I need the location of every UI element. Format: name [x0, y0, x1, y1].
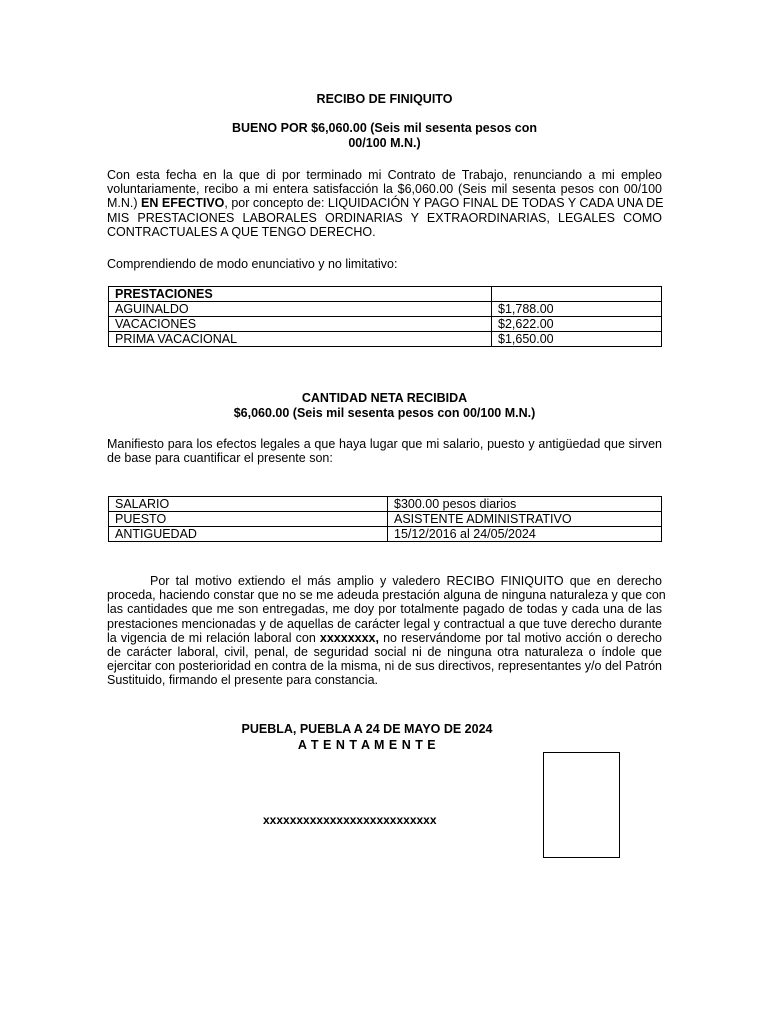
cuerpo-line-5 — [107, 631, 662, 645]
dato-value: ASISTENTE ADMINISTRATIVO — [388, 512, 662, 527]
intro-line-3-b: , por concepto de: LIQUIDACIÓN Y PAGO FINAL DE TODAS Y CADA UNA DE — [224, 196, 664, 211]
cuerpo-line-1: Por tal motivo extiendo el más amplio y valedero RECIBO FINIQUITO que en derecho — [150, 574, 662, 588]
cuerpo-line-7: ejercitar con posterioridad en contra de la misma, ni de sus directivos, representantes y/o del Patrón — [107, 659, 662, 674]
dato-label: SALARIO — [109, 497, 388, 512]
intro-paragraph — [107, 168, 662, 239]
table-row — [109, 287, 662, 302]
prestacion-label: VACACIONES — [109, 317, 492, 332]
table-row — [109, 332, 662, 347]
patron-placeholder: xxxxxxxx, — [319, 630, 379, 645]
prestacion-label: AGUINALDO — [109, 302, 492, 317]
cuerpo-line-2: proceda, haciendo constar que no se me adeuda prestación alguna de ninguna naturaleza y que con — [107, 588, 666, 603]
bueno-por — [107, 121, 662, 151]
comprendiendo-text: Comprendiendo de modo enunciativo y no limitativo: — [107, 257, 398, 271]
photo-box — [543, 752, 620, 858]
cuerpo-paragraph — [107, 574, 666, 688]
prestaciones-header: PRESTACIONES — [109, 287, 492, 302]
intro-line-3-a: M.N.) — [107, 196, 138, 211]
dato-label: PUESTO — [109, 512, 388, 527]
neta-amount: $6,060.00 (Seis mil sesenta pesos con 00/100 M.N.) — [233, 406, 536, 420]
cuerpo-line-5-b: no reservándome por tal motivo acción o derecho — [383, 630, 662, 645]
dato-label: ANTIGUEDAD — [109, 527, 388, 542]
cuerpo-line-5-a: la vigencia de mi relación laboral con — [107, 630, 316, 645]
prestaciones-header-blank — [492, 287, 662, 302]
en-efectivo: EN EFECTIVO — [141, 196, 225, 211]
intro-line-3 — [107, 196, 662, 210]
dato-value: $300.00 pesos diarios — [388, 497, 662, 512]
signature-name: xxxxxxxxxxxxxxxxxxxxxxxxxx — [263, 813, 437, 827]
neta-title: CANTIDAD NETA RECIBIDA — [301, 391, 468, 405]
document-title: RECIBO DE FINIQUITO — [316, 92, 453, 106]
intro-line-2: voluntariamente, recibo a mi entera satisfacción la $6,060.00 (Seis mil sesenta pesos con 00/100 — [107, 182, 662, 197]
table-row — [109, 317, 662, 332]
lugar-fecha: PUEBLA, PUEBLA A 24 DE MAYO DE 2024 — [241, 722, 493, 736]
bueno-por-line-1: BUENO POR $6,060.00 (Seis mil sesenta pesos con — [232, 121, 537, 135]
intro-line-5: CONTRACTUALES A QUE TENGO DERECHO. — [107, 224, 376, 239]
manifiesto-line-2: de base para cuantificar el presente son: — [107, 451, 333, 466]
intro-line-1: Con esta fecha en la que di por terminado mi Contrato de Trabajo, renunciando a mi empleo — [107, 168, 662, 182]
cuerpo-line-8: Sustituido, firmando el presente para constancia. — [107, 673, 378, 688]
table-row — [109, 302, 662, 317]
prestacion-amount: $1,650.00 — [492, 332, 662, 347]
atentamente: A T E N T A M E N T E — [297, 738, 437, 752]
cuerpo-line-3: las cantidades que me son entregadas, me doy por totalmente pagado de todas y cada una de las — [107, 602, 662, 617]
prestaciones-table — [108, 286, 662, 347]
table-row — [109, 527, 662, 542]
cuerpo-line-6: de carácter laboral, civil, penal, de seguridad social ni de ninguna otra naturaleza o índole que — [107, 645, 662, 660]
datos-table — [108, 496, 662, 542]
bueno-por-line-2: 00/100 M.N.) — [348, 136, 421, 150]
manifiesto-line-1: Manifiesto para los efectos legales a que haya lugar que mi salario, puesto y antigüedad que sirven — [107, 437, 662, 451]
manifiesto-paragraph — [107, 437, 662, 465]
intro-line-4: MIS PRESTACIONES LABORALES ORDINARIAS Y EXTRAORDINARIAS, LEGALES COMO — [107, 210, 662, 225]
table-row — [109, 497, 662, 512]
prestacion-label: PRIMA VACACIONAL — [109, 332, 492, 347]
prestacion-amount: $1,788.00 — [492, 302, 662, 317]
prestacion-amount: $2,622.00 — [492, 317, 662, 332]
table-row — [109, 512, 662, 527]
dato-value: 15/12/2016 al 24/05/2024 — [388, 527, 662, 542]
cuerpo-line-4: prestaciones mencionadas y de aquellas de carácter legal y contractual a que tuve derecho durante — [107, 616, 662, 631]
